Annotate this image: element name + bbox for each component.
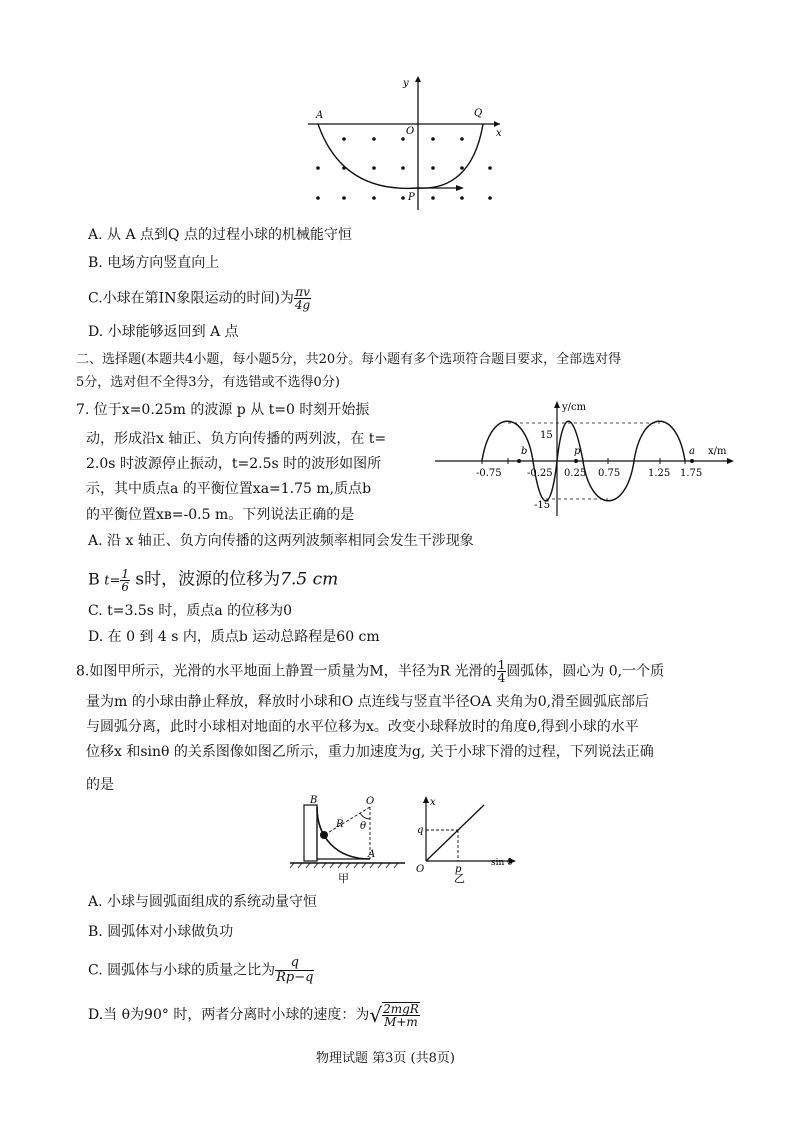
q7-option-c: C. t=3.5s 时，质点a 的位移为0 <box>88 603 293 619</box>
q8-option-d-text: D.当 θ为90° 时，两者分离时小球的速度：为 <box>88 1007 370 1023</box>
q7-option-b-label: B <box>88 569 100 589</box>
fig3-A: A <box>368 849 376 860</box>
q6-option-b: B. 电场方向竖直向上 <box>88 255 220 271</box>
q6-option-c-fraction: $\frac{\pi v}{4g}$ <box>294 285 311 312</box>
q7-line1: 7. 位于x=0.25m 的波源 p 从 t=0 时刻开始振 <box>76 402 370 418</box>
q8-line3: 与圆弧分离，此时小球相对地面的水平位移为x。改变小球释放时的角度θ,得到小球的水平 <box>86 719 639 735</box>
fig2-p: p <box>574 446 581 457</box>
section2-line1: 二、选择题(本题共4小题，每小题5分，共20分。每小题有多个选项符合题目要求，全部选对得 <box>76 352 622 367</box>
fig1-x: x <box>496 128 502 139</box>
fig4-q: q <box>417 825 424 836</box>
fig3-caption: 甲 <box>338 872 349 885</box>
q8-option-d-sqrt: √ $\frac{\text{2mgR}}{M+m}$ <box>369 1002 419 1029</box>
fig2-tick-4: 0.75 <box>598 468 621 479</box>
q8-option-b: B. 圆弧体对小球做负功 <box>88 924 234 940</box>
q7-option-d: D. 在 0 到 4 s 内，质点b 运动总路程是60 cm <box>88 629 380 645</box>
q8-option-c-fraction: $\frac{q}{Rp-q}$ <box>276 955 314 985</box>
fig4-x: x <box>430 797 436 808</box>
fig2-tick-1: -0.75 <box>476 468 502 479</box>
fig2-a: a <box>689 446 695 457</box>
fig1-Q: Q <box>474 108 483 119</box>
figure-x-sin-graph <box>412 793 522 885</box>
fig2-tick-6: 1.75 <box>680 468 703 479</box>
fig3-B: B <box>310 795 318 806</box>
q6-option-d: D. 小球能够返回到 A 点 <box>88 324 239 340</box>
q6-option-a: A. 从 A 点到Q 点的过程小球的机械能守恒 <box>88 227 352 243</box>
fig3-theta: θ <box>360 821 367 832</box>
q7-option-b-text: s时，波源的位移为 <box>129 569 281 590</box>
q7-line5: 的平衡位置xв=-0.5 m。下列说法正确的是 <box>86 507 355 523</box>
q8-line1-pre: 8.如图甲所示，光滑的水平地面上静置一质量为M，半径为R 光滑的 <box>76 663 497 680</box>
fig1-O: O <box>406 126 415 137</box>
q7-option-b-value: 7.5 cm <box>280 569 339 590</box>
q8-option-d <box>88 1002 420 1028</box>
q8-line1-fraction: $\frac{1}{4}$ <box>497 658 506 685</box>
fig4-sin: sin θ <box>491 858 513 868</box>
fig4-caption: 乙 <box>454 872 465 885</box>
fig2-bottom: -15 <box>534 500 551 511</box>
fig4-O: O <box>416 864 425 875</box>
q8-line4: 位移x 和sinθ 的关系图像如图乙所示，重力加速度为g, 关于小球下滑的过程，下列说法正确 <box>86 744 654 760</box>
q6-option-c-text: C.小球在第IN象限运动的时间)为 <box>88 290 294 307</box>
q8-line1-post: 圆弧体，圆心为 0,一个质 <box>506 663 665 680</box>
fig3-O: O <box>366 796 375 807</box>
q7-option-b-fraction: $\frac{1}{6}$ <box>121 567 129 594</box>
fig1-A: A <box>316 110 324 121</box>
fig2-tick-3: 0.25 <box>564 468 587 479</box>
fig2-top: 15 <box>540 430 553 441</box>
fig4-p: p <box>455 864 462 875</box>
figure-wave <box>430 398 740 518</box>
fig2-tick-5: 1.25 <box>648 468 671 479</box>
q8-line5: 的是 <box>86 777 114 793</box>
q7-line3: 2.0s 时波源停止振动，t=2.5s 时的波形如图所 <box>86 456 382 472</box>
q8-option-a: A. 小球与圆弧面组成的系统动量守恒 <box>88 894 318 910</box>
q7-option-b-t: t= <box>104 573 121 589</box>
fig1-P: P <box>408 192 415 203</box>
q7-option-a: A. 沿 x 轴正、负方向传播的这两列波频率相同会发生干涉现象 <box>88 533 474 549</box>
q6-option-c <box>88 286 311 311</box>
q7-option-b <box>88 568 338 593</box>
q8-option-c-text: C. 圆弧体与小球的质量之比为 <box>88 962 276 979</box>
q7-line2: 动，形成沿x 轴正、负方向传播的两列波，在 t= <box>86 431 387 447</box>
q8-line2: 量为m 的小球由静止释放，释放时小球和O 点连线与竖直半径OA 夹角为0,滑至圆弧底部后 <box>86 694 650 710</box>
section2-line2: 5分，选对但不全得3分，有选错或不选得0分) <box>76 375 340 390</box>
q7-line4: 示，其中质点a 的平衡位置xa=1.75 m,质点b <box>86 481 372 497</box>
fig2-tick-2: -0.25 <box>527 468 553 479</box>
figure-trajectory <box>300 72 510 212</box>
fig3-R: R <box>336 819 344 830</box>
fig2-b: b <box>521 446 528 457</box>
q8-option-c <box>88 956 314 985</box>
fig1-y: y <box>403 78 409 89</box>
q8-line1 <box>76 659 664 684</box>
page-footer: 物理试题 第3页 (共8页) <box>316 1051 455 1066</box>
figure-arc-block <box>290 793 410 885</box>
fig2-ylabel: y/cm <box>562 402 587 413</box>
fig2-xlabel: x/m <box>708 446 727 457</box>
